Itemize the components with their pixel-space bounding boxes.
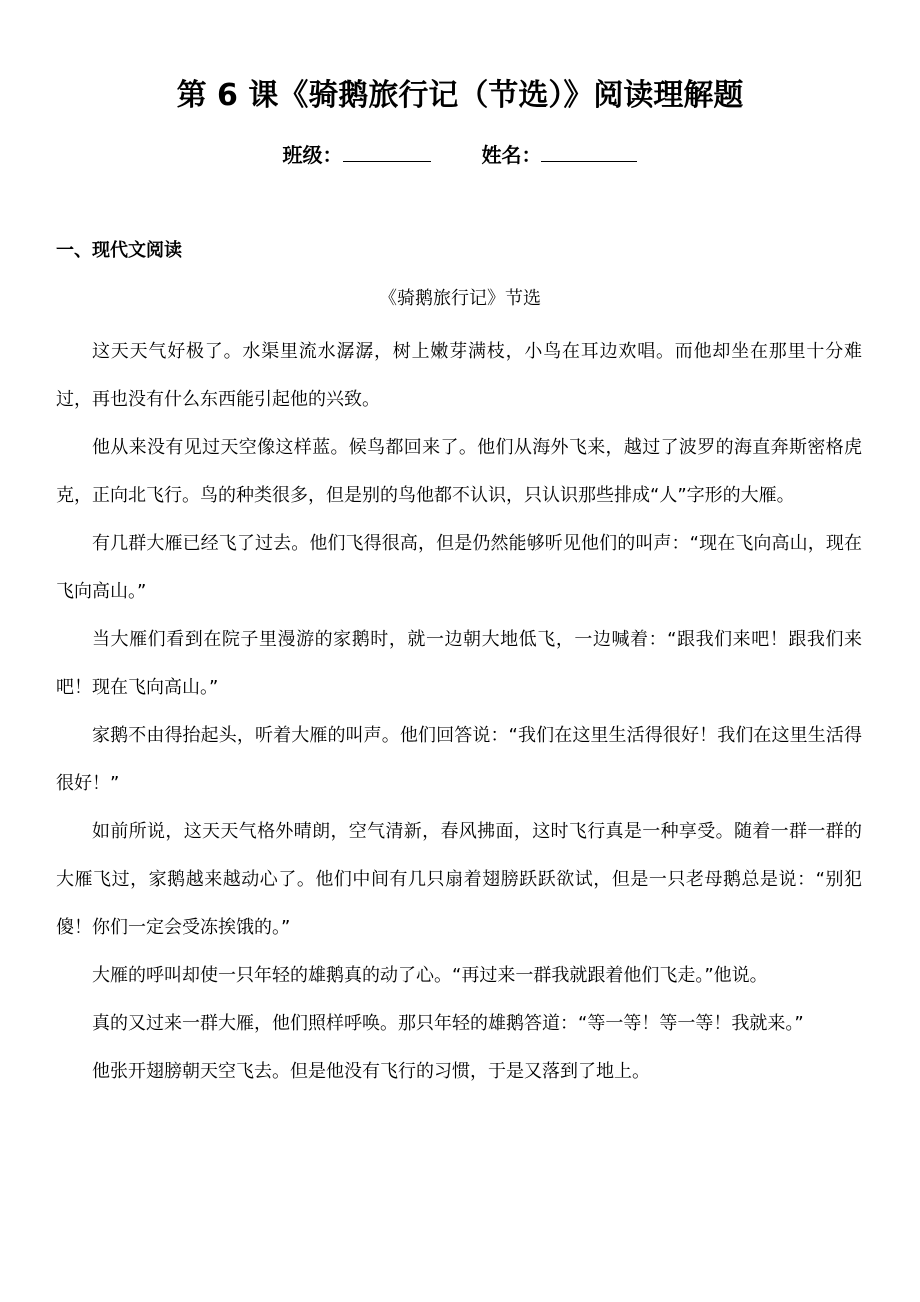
paragraph: 真的又过来一群大雁，他们照样呼唤。那只年轻的雄鹅答道：“等一等！等一等！我就来。”	[92, 1013, 804, 1034]
passage-body	[56, 328, 862, 1096]
paragraph: 如前所说，这天天气格外晴朗，空气清新，春风拂面，这时飞行真是一种享受。随着一群一群的大雁飞过，家鹅越来越动心了。他们中间有几只扇着翅膀跃跃欲试，但是一只老母鹅总是说：“别犯傻！你们一定会受冻挨饿的。”	[56, 821, 862, 938]
paragraph: 家鹅不由得抬起头，听着大雁的叫声。他们回答说：“我们在这里生活得很好！我们在这里生活得很好！”	[56, 725, 862, 794]
class-field	[283, 138, 431, 172]
page-title: 第 6 课《骑鹅旅行记（节选）》阅读理解题	[176, 78, 744, 113]
name-field	[481, 138, 637, 172]
name-label: 姓名：	[481, 143, 542, 167]
paragraph: 他张开翅膀朝天空飞去。但是他没有飞行的习惯，于是又落到了地上。	[92, 1061, 650, 1082]
paragraph: 有几群大雁已经飞了过去。他们飞得很高，但是仍然能够听见他们的叫声：“现在飞向高山，现在飞向高山。”	[56, 533, 862, 602]
section-heading: 一、现代文阅读	[56, 240, 182, 261]
student-info-line	[0, 138, 920, 172]
paragraph: 大雁的呼叫却使一只年轻的雄鹅真的动了心。“再过来一群我就跟着他们飞走。”他说。	[92, 965, 768, 986]
paragraph: 当大雁们看到在院子里漫游的家鹅时，就一边朝大地低飞，一边喊着：“跟我们来吧！跟我们来吧！现在飞向高山。”	[56, 629, 862, 698]
class-blank[interactable]	[343, 139, 431, 162]
name-blank[interactable]	[541, 139, 637, 162]
paragraph: 他从来没有见过天空像这样蓝。候鸟都回来了。他们从海外飞来，越过了波罗的海直奔斯密格虎克，正向北飞行。鸟的种类很多，但是别的鸟他都不认识，只认识那些排成“人”字形的大雁。	[56, 437, 862, 506]
paragraph: 这天天气好极了。水渠里流水潺潺，树上嫩芽满枝，小鸟在耳边欢唱。而他却坐在那里十分难过，再也没有什么东西能引起他的兴致。	[56, 341, 862, 410]
passage-title: 《骑鹅旅行记》节选	[379, 288, 541, 309]
class-label: 班级：	[282, 143, 343, 167]
